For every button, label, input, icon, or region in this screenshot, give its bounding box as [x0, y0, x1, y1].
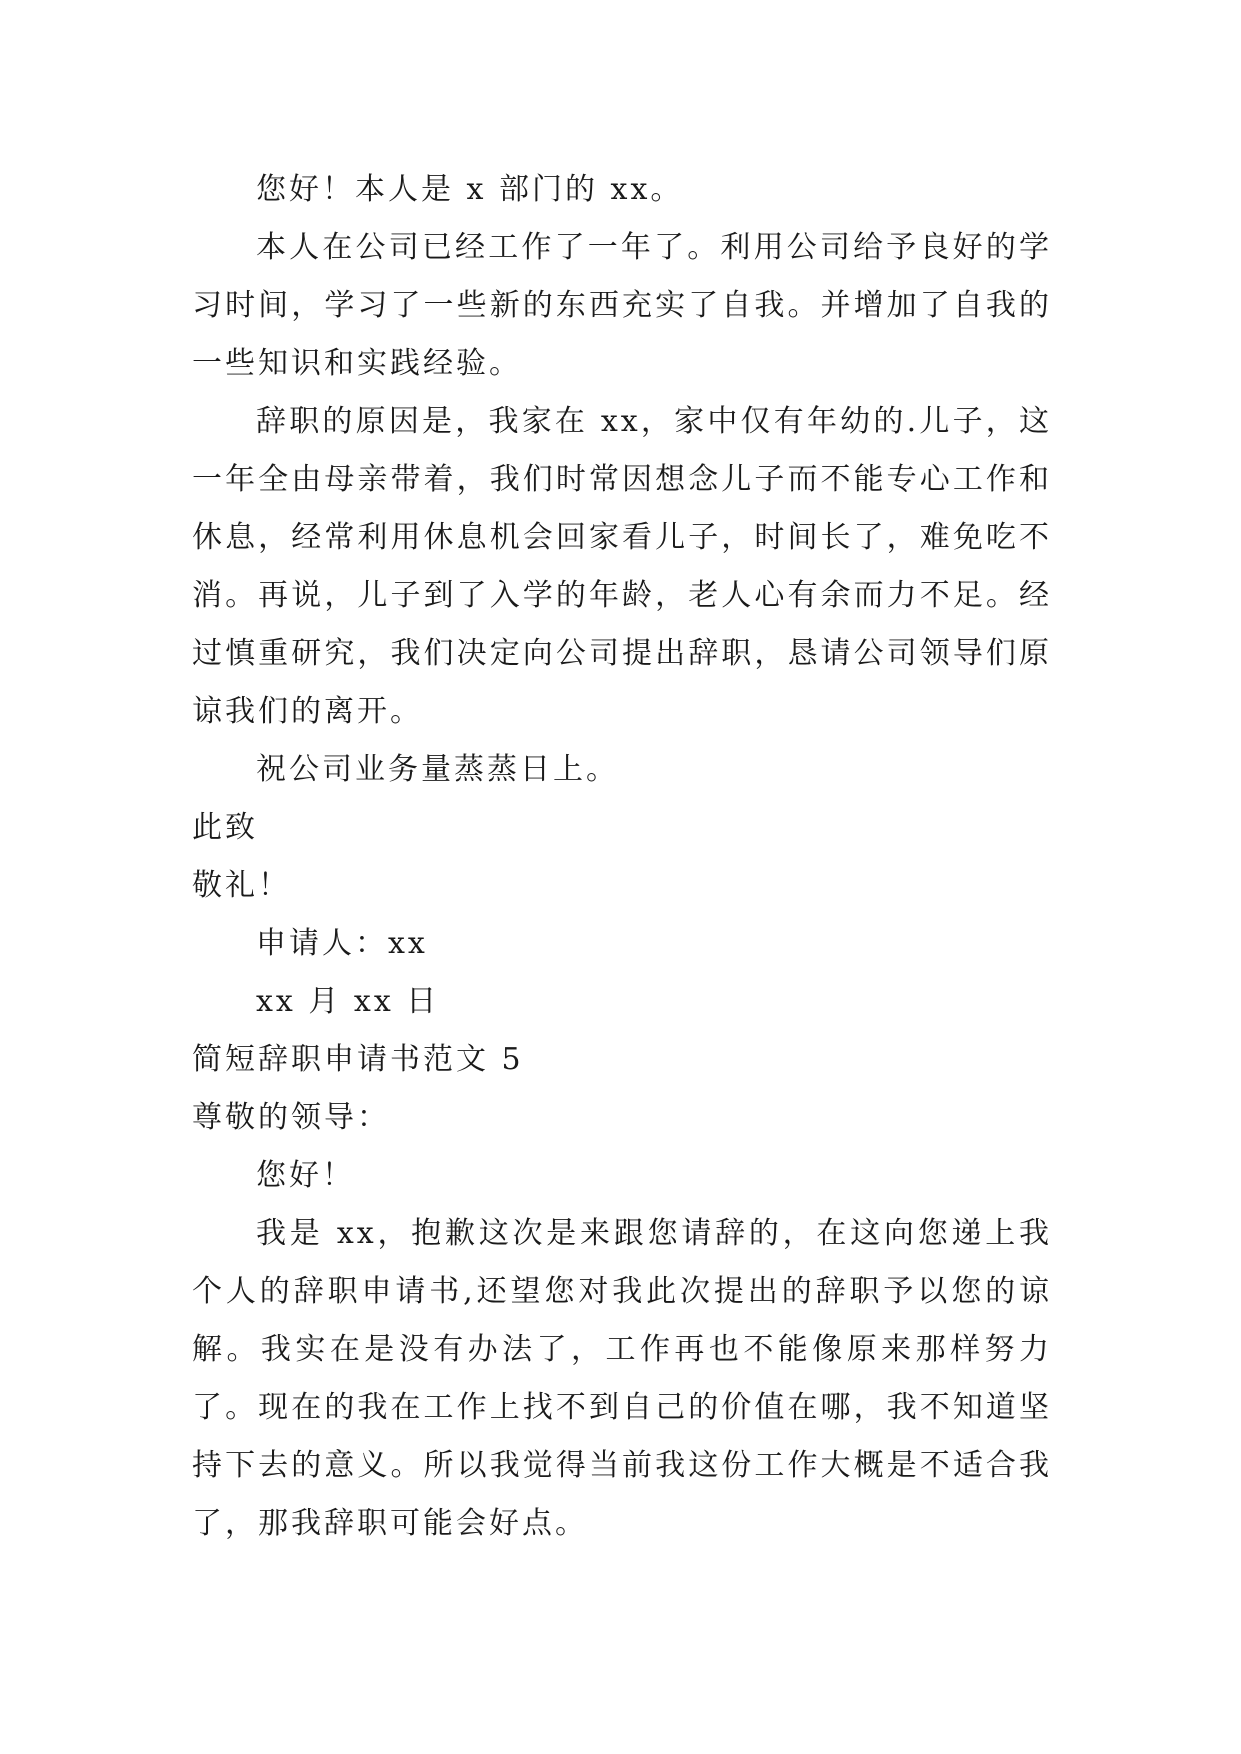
resignation-body-paragraph: 我是 xx，抱歉这次是来跟您请辞的，在这向您递上我个人的辞职申请书,还望您对我此次提出的辞职予以您的谅解。我实在是没有办法了，工作再也不能像原来那样努力了。现在的我在工作上找不到自己的价值在哪，我不知道坚持下去的意义。所以我觉得当前我这份工作大概是不适合我了，那我辞职可能会好点。 — [192, 1216, 1052, 1541]
work-experience-paragraph: 本人在公司已经工作了一年了。利用公司给予良好的学习时间，学习了一些新的东西充实了自我。并增加了自我的一些知识和实践经验。 — [192, 230, 1052, 381]
wishes-paragraph: 祝公司业务量蒸蒸日上。 — [256, 752, 619, 787]
greeting-line-2: 您好！ — [256, 1158, 355, 1193]
applicant-line: 申请人：xx — [256, 926, 428, 961]
date-line: xx 月 xx 日 — [256, 984, 440, 1019]
section-heading: 简短辞职申请书范文 5 — [192, 1042, 524, 1077]
closing-line: 此致 — [192, 810, 258, 845]
addressee-line: 尊敬的领导： — [192, 1100, 390, 1135]
document-body — [192, 161, 1052, 1553]
greeting-paragraph: 您好！本人是 x 部门的 xx。 — [256, 172, 684, 207]
resignation-reason-paragraph: 辞职的原因是，我家在 xx，家中仅有年幼的.儿子，这一年全由母亲带着，我们时常因想念儿子而不能专心工作和休息，经常利用休息机会回家看儿子，时间长了，难免吃不消。再说，儿子到了入学的年龄，老人心有余而力不足。经过慎重研究，我们决定向公司提出辞职，恳请公司领导们原谅我们的离开。 — [192, 404, 1052, 729]
salutation-line: 敬礼！ — [192, 868, 291, 903]
